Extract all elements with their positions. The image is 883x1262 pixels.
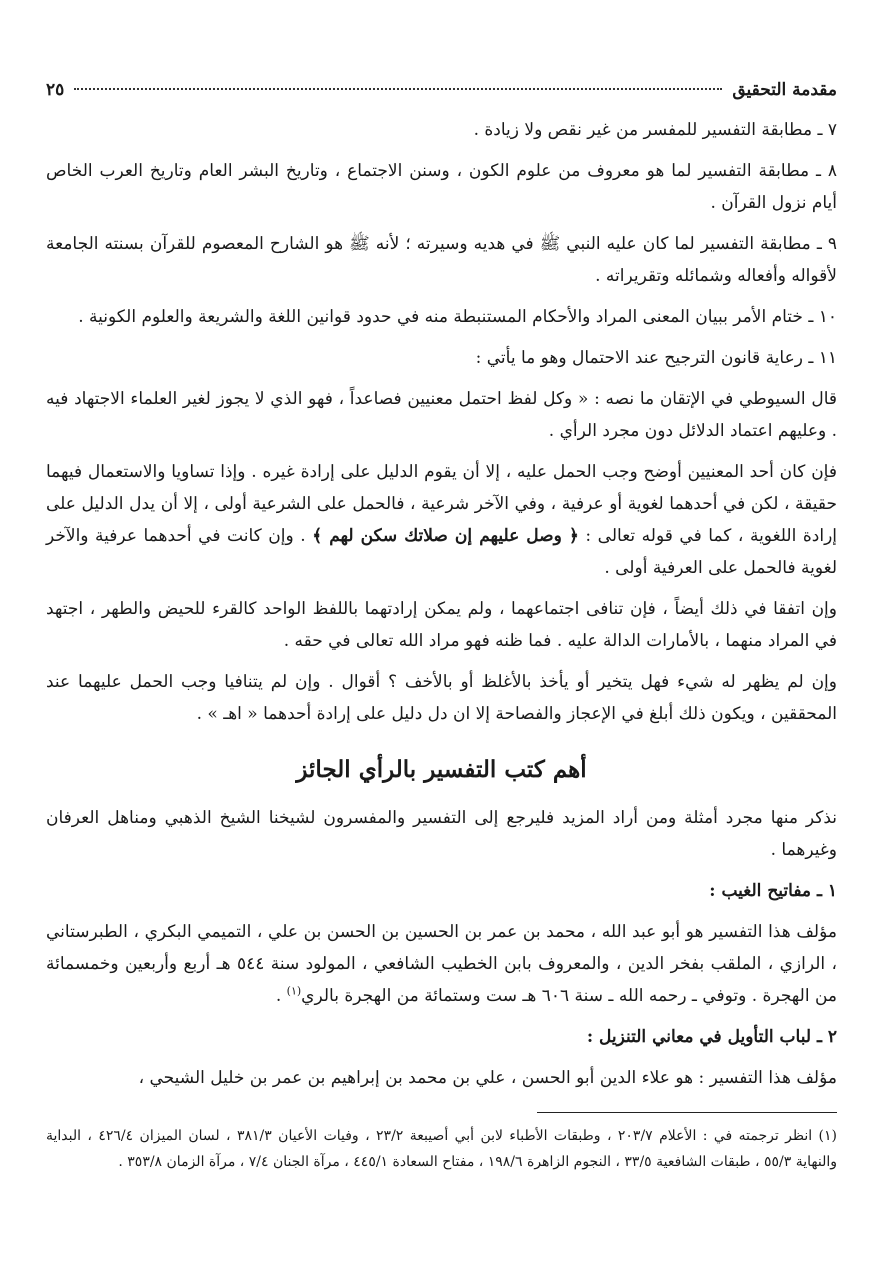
- book-2-description: مؤلف هذا التفسير : هو علاء الدين أبو الحسن ، علي بن محمد بن إبراهيم بن عمر بن خليل الشيحي ،: [138, 1068, 837, 1088]
- list-item-7: ٧ ـ مطابقة التفسير للمفسر من غير نقص ولا زيادة .: [473, 120, 837, 140]
- book-1-description: [46, 916, 837, 1012]
- quote-paragraph-2-end: . وإن كانت في أحدهما عرفية والآخر لغوية فالحمل على العرفية أولى .: [46, 526, 837, 578]
- section-intro: نذكر منها مجرد أمثلة ومن أراد المزيد فليرجع إلى التفسير والمفسرون لشيخنا الشيخ الذهبي ومناهل العرفان وغيرهما .: [46, 808, 837, 860]
- section-heading: أهم كتب التفسير بالرأي الجائز: [296, 756, 587, 783]
- book-1-text: مؤلف هذا التفسير هو أبو عبد الله ، محمد بن عمر بن الحسين بن الحسن بن علي ، التميمي البكري ، الطبرستاني ، الرازي ، الملقب بفخر الدين ، والمعروف بابن الخطيب الشافعي ، المولود سنة ٥٤٤ هـ أربع وأربعين وخمسمائة من الهجرة . وتوفي ـ رحمه الله ـ سنة ٦٠٦ هـ ست وستمائة من الهجرة بالري: [46, 922, 837, 1006]
- header-title: مقدمة التحقيق: [732, 80, 837, 100]
- running-header: [46, 78, 837, 102]
- footnotes: [46, 1123, 837, 1175]
- header-dot-leader: [74, 88, 722, 90]
- main-text: [46, 114, 837, 1094]
- book-2-title: ٢ ـ لباب التأويل في معاني التنزيل :: [586, 1027, 837, 1047]
- footnote-reference[interactable]: (١): [286, 984, 302, 998]
- quote-paragraph-2: [46, 456, 837, 584]
- book-1-end: .: [275, 986, 287, 1006]
- page-number: ٢٥: [46, 80, 65, 100]
- footnote-divider: [537, 1112, 837, 1113]
- footnote-1: (١) انظر ترجمته في : الأعلام ٢٠٣/٧ ، وطبقات الأطباء لابن أبي أصيبعة ٢٣/٢ ، وفيات الأعيان ٣٨١/٣ ، لسان الميزان ٤٢٦/٤ ، البداية والنهاية ٥٥/٣ ، طبقات الشافعية ٣٣/٥ ، النجوم الزاهرة ١٩٨/٦ ، مفتاح السعادة ٤٤٥/١ ، مرآة الجنان ٧/٤ ، مرآة الزمان ٣٥٣/٨ .: [46, 1128, 837, 1170]
- quran-verse: ﴿ وصل عليهم إن صلاتك سكن لهم ﴾: [312, 526, 579, 546]
- quote-paragraph-4: وإن لم يظهر له شيء فهل يتخير أو يأخذ بالأغلظ أو بالأخف ؟ أقوال . وإن لم يتنافيا وجب الحمل عليهما عند المحققين ، ويكون ذلك أبلغ في الإعجاز والفصاحة إلا ان دل دليل على إرادة أحدهما « اهـ » .: [46, 672, 837, 724]
- list-item-9: ٩ ـ مطابقة التفسير لما كان عليه النبي ﷺ في هديه وسيرته ؛ لأنه ﷺ هو الشارح المعصوم للقرآن بسنته الجامعة لأقواله وأفعاله وشمائله وتقريراته .: [46, 234, 837, 286]
- list-item-8: ٨ ـ مطابقة التفسير لما هو معروف من علوم الكون ، وسنن الاجتماع ، وتاريخ البشر العام وتاريخ العرب الخاص أيام نزول القرآن .: [46, 161, 837, 213]
- quote-paragraph-2-start: فإن كان أحد المعنيين أوضح وجب الحمل عليه ، إلا أن يقوم الدليل على إرادة غيره . وإذا تساويا والاستعمال فيهما حقيقة ، لكن في أحدهما لغوية أو عرفية ، وفي الآخر شرعية ، فالحمل على الشرعية أولى ، إلا أن يدل الدليل على إرادة اللغوية ، كما في قوله تعالى :: [46, 462, 837, 546]
- quote-paragraph-1: قال السيوطي في الإتقان ما نصه : « وكل لفظ احتمل معنيين فصاعداً ، فهو الذي لا يجوز لغير العلماء الاجتهاد فيه . وعليهم اعتماد الدلائل دون مجرد الرأي .: [46, 389, 837, 441]
- list-item-11: ١١ ـ رعاية قانون الترجيح عند الاحتمال وهو ما يأتي :: [475, 348, 837, 368]
- book-page: [46, 78, 837, 1175]
- list-item-10: ١٠ ـ ختام الأمر ببيان المعنى المراد والأحكام المستنبطة منه في حدود قوانين اللغة والشريعة والعلوم الكونية .: [78, 307, 837, 327]
- quote-paragraph-3: وإن اتفقا في ذلك أيضاً ، فإن تنافى اجتماعهما ، ولم يمكن إرادتهما باللفظ الواحد كالقرء للحيض والطهر ، اجتهد في المراد منهما ، بالأمارات الدالة عليه . فما ظنه فهو مراد الله تعالى في حقه .: [46, 599, 837, 651]
- book-1-title: ١ ـ مفاتيح الغيب :: [709, 881, 837, 901]
